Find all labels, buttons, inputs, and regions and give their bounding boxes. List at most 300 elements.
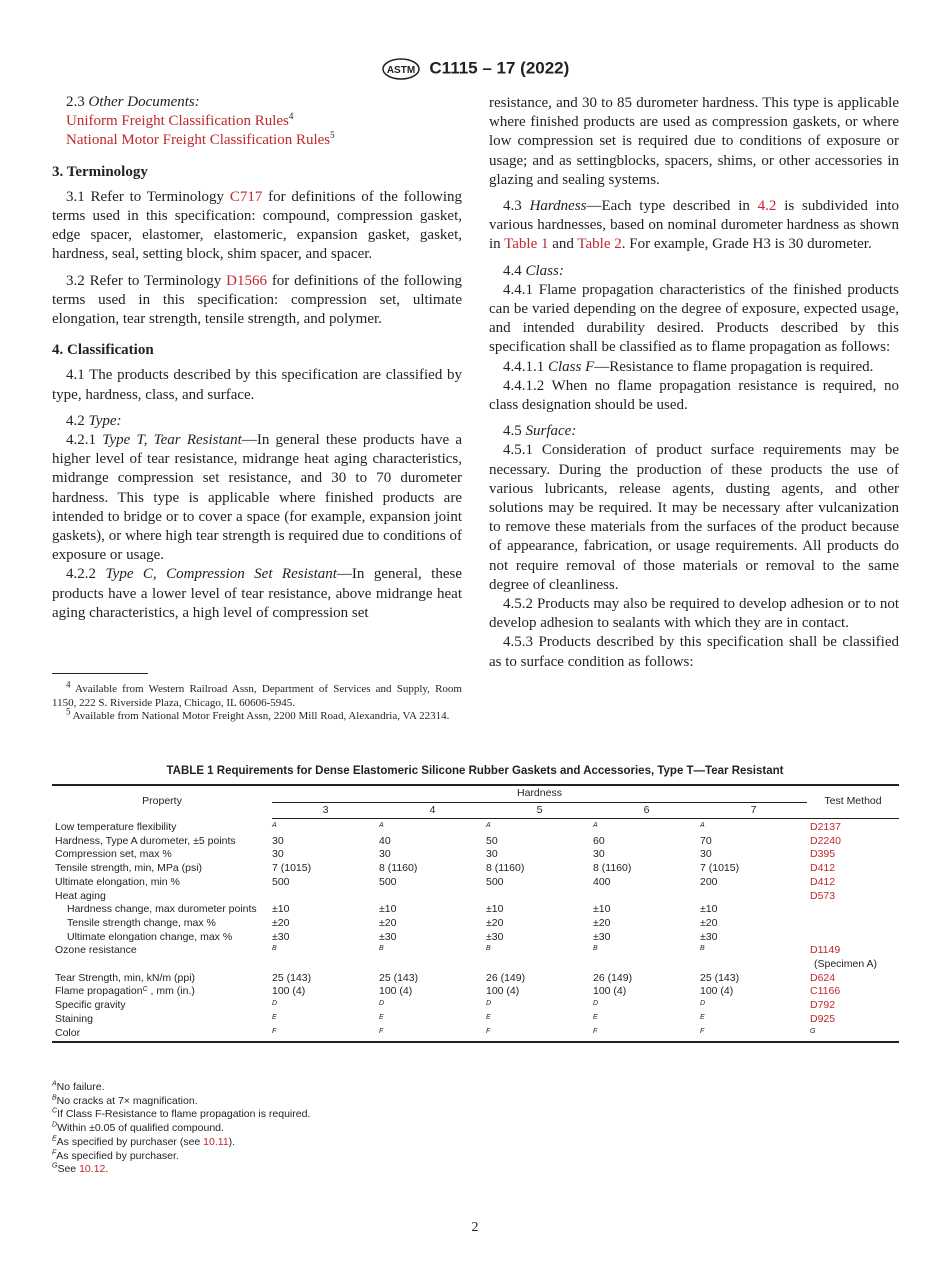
value: ±10 xyxy=(593,903,611,916)
property-label: Tensile strength, min, MPa (psi) xyxy=(55,862,203,875)
text: 4.2.2 xyxy=(66,566,106,583)
footnote-marker: D xyxy=(272,1000,278,1008)
value: ±30 xyxy=(593,930,611,943)
footnote-marker: 4 xyxy=(288,111,294,122)
test-method-cell xyxy=(807,972,899,986)
test-method-link[interactable]: D395 xyxy=(810,848,836,861)
value: ±30 xyxy=(700,930,718,943)
table-footnote xyxy=(52,1095,310,1109)
property-label-suffix: , mm (in.) xyxy=(147,985,195,998)
reference-link[interactable]: C717 xyxy=(229,188,263,205)
text: 3.1 Refer to Terminology xyxy=(66,188,230,205)
value: ±10 xyxy=(272,903,290,916)
reference-link[interactable]: Table 1 xyxy=(504,236,549,253)
value-cell xyxy=(272,931,379,945)
value: 100 (4) xyxy=(593,985,627,998)
footnote-marker: A xyxy=(272,822,277,829)
paragraph xyxy=(489,358,899,377)
text: for definitions of the following terms used in this specification: compression set, ultimate elongation, tear strength, tensile strength, and polymer. xyxy=(52,272,462,328)
footnote-marker: A xyxy=(700,822,705,829)
value-cell xyxy=(486,972,593,986)
property-label: Staining xyxy=(55,1012,93,1025)
value-cell xyxy=(593,1013,700,1027)
text: 4.5.2 Products may also be required to develop adhesion or to not develop adhesion to sealants with which they are in contact. xyxy=(489,596,899,632)
footnote-marker: F xyxy=(52,1149,57,1157)
text: 4.2.1 xyxy=(66,432,103,449)
paragraph xyxy=(489,633,899,671)
value: ±20 xyxy=(379,916,397,929)
value-cell xyxy=(700,890,807,904)
table-row xyxy=(52,903,899,917)
value-cell xyxy=(700,848,807,862)
header-property: Property xyxy=(52,785,272,819)
value: 100 (4) xyxy=(700,985,734,998)
property-cell xyxy=(52,903,272,917)
value: 25 (143) xyxy=(379,971,419,984)
value-cell xyxy=(700,944,807,971)
reference-link[interactable]: Uniform Freight Classification Rules xyxy=(66,113,289,130)
value-cell xyxy=(272,972,379,986)
value-cell xyxy=(486,944,593,971)
italic-text: Class: xyxy=(525,262,564,279)
value: 500 xyxy=(272,875,290,888)
table-footnote xyxy=(52,1163,310,1177)
value-cell xyxy=(379,890,486,904)
paragraph xyxy=(489,197,899,255)
property-label: Ultimate elongation, min % xyxy=(55,875,180,888)
value: 30 xyxy=(272,834,284,847)
table-row xyxy=(52,1013,899,1027)
value: 500 xyxy=(486,875,504,888)
footnote-divider xyxy=(52,673,148,674)
property-label: Hardness change, max durometer points xyxy=(67,903,257,916)
astm-logo-icon xyxy=(381,57,421,81)
test-method-link[interactable]: D412 xyxy=(810,862,836,875)
footnote-marker: G xyxy=(52,1162,58,1170)
value: 26 (149) xyxy=(486,971,526,984)
value-cell xyxy=(379,972,486,986)
footnote-marker: B xyxy=(272,945,277,953)
table-footnote xyxy=(52,1150,310,1164)
footnote-text: As specified by purchaser (see xyxy=(56,1135,204,1148)
value-cell xyxy=(486,985,593,999)
property-cell xyxy=(52,1013,272,1027)
value: 30 xyxy=(593,848,605,861)
right-column xyxy=(489,94,899,672)
test-method-link[interactable]: C1166 xyxy=(810,985,841,998)
footnote-marker: A xyxy=(486,822,491,829)
paragraph xyxy=(52,412,462,431)
property-cell xyxy=(52,972,272,986)
value: 100 (4) xyxy=(486,985,520,998)
footnote-marker: 5 xyxy=(66,706,71,717)
footnote-text: Within ±0.05 of qualified compound. xyxy=(57,1122,224,1135)
value-cell xyxy=(272,876,379,890)
value-cell xyxy=(700,1027,807,1043)
value: ±30 xyxy=(272,930,290,943)
footnote-marker: B xyxy=(52,1094,57,1102)
value: 70 xyxy=(700,834,712,847)
test-method-cell xyxy=(807,848,899,862)
value: 7 (1015) xyxy=(700,862,740,875)
footnote-marker: B xyxy=(593,945,598,953)
value-cell xyxy=(593,876,700,890)
table-row xyxy=(52,890,899,904)
property-label: Ultimate elongation change, max % xyxy=(67,930,233,943)
section-heading xyxy=(52,163,462,182)
requirements-table xyxy=(52,784,899,1043)
footnote-marker: B xyxy=(700,945,705,953)
value-cell xyxy=(486,903,593,917)
value-cell xyxy=(379,931,486,945)
footnote-marker: A xyxy=(379,822,384,829)
footnote-text: . xyxy=(105,1163,109,1176)
value-cell xyxy=(700,985,807,999)
test-method-link[interactable]: D925 xyxy=(810,1012,836,1025)
value-cell xyxy=(486,1013,593,1027)
header-grade-5: 5 xyxy=(486,803,593,819)
value-cell xyxy=(272,835,379,849)
property-cell xyxy=(52,985,272,999)
value-cell xyxy=(486,819,593,835)
value: 200 xyxy=(700,875,718,888)
paragraph xyxy=(52,431,462,565)
value-cell xyxy=(700,876,807,890)
paragraph xyxy=(52,131,462,150)
footnote-marker: D xyxy=(593,1000,599,1008)
text: 2.3 xyxy=(66,94,89,110)
footnote-marker: E xyxy=(700,1013,705,1021)
reference-link[interactable]: 4.2 xyxy=(757,198,777,215)
value-cell xyxy=(272,890,379,904)
footnote-marker: B xyxy=(486,945,491,953)
value: 30 xyxy=(379,848,391,861)
property-label: Low temperature flexibility xyxy=(55,820,177,833)
value-cell xyxy=(379,917,486,931)
text: 4.4.1.2 When no flame propagation resistance is required, no class designation should be used. xyxy=(489,377,899,414)
test-method-link[interactable]: D792 xyxy=(810,999,836,1012)
property-cell xyxy=(52,848,272,862)
reference-link[interactable]: 10.11 xyxy=(203,1135,229,1148)
value: 400 xyxy=(593,875,611,888)
test-method-cell xyxy=(807,835,899,849)
footnote-marker: C xyxy=(52,1107,58,1115)
value-cell xyxy=(593,903,700,917)
value-cell xyxy=(486,876,593,890)
table-row xyxy=(52,931,899,945)
text: 4.5.1 Consideration of product surface requirements may be necessary. During the production of these products the use of various lubricants, release agents, dusting agents, and other solutions may be required. It may be necessary after vulcanization to remove these materials from the surfaces of the product because of appearance, fabrication, or usage requirements. All products do not require removal of those materials or removal to the same degree of cleanliness. xyxy=(489,442,899,593)
property-label: Compression set, max % xyxy=(55,848,172,861)
table-row xyxy=(52,835,899,849)
text: 4.4.1.1 xyxy=(503,358,548,375)
value-cell xyxy=(700,819,807,835)
value-cell xyxy=(486,848,593,862)
footnote-marker: F xyxy=(272,1027,277,1035)
reference-link[interactable]: National Motor Freight Classification Rules xyxy=(66,132,331,149)
footnote-text: As specified by purchaser. xyxy=(56,1149,179,1162)
value: 500 xyxy=(379,875,397,888)
property-label: Color xyxy=(55,1026,81,1039)
value-cell xyxy=(593,819,700,835)
property-label: Heat aging xyxy=(55,889,106,902)
text: —Each type described in xyxy=(586,198,758,215)
test-method-cell xyxy=(807,1013,899,1027)
property-cell xyxy=(52,890,272,904)
property-cell xyxy=(52,1027,272,1043)
test-method-cell xyxy=(807,985,899,999)
value-cell xyxy=(486,999,593,1013)
value-cell xyxy=(593,972,700,986)
property-label: Tear Strength, min, kN/m (ppi) xyxy=(55,971,196,984)
footnote-marker: C xyxy=(142,986,148,994)
value-cell xyxy=(593,835,700,849)
footnote-marker: F xyxy=(700,1027,705,1035)
text: Available from National Motor Freight Assn, 2200 Mill Road, Alexandria, VA 22314. xyxy=(70,710,450,722)
italic-text: Type: xyxy=(88,412,122,429)
footnotes xyxy=(52,679,462,724)
value: 25 (143) xyxy=(700,971,740,984)
paragraph xyxy=(489,595,899,633)
property-cell xyxy=(52,862,272,876)
value: 25 (143) xyxy=(272,971,312,984)
property-label: Hardness, Type A durometer, ±5 points xyxy=(55,834,236,847)
property-cell xyxy=(52,819,272,835)
svg-text:ASTM: ASTM xyxy=(386,65,415,76)
table-row xyxy=(52,999,899,1013)
paragraph xyxy=(52,112,462,131)
value: ±20 xyxy=(486,916,504,929)
value: 8 (1160) xyxy=(379,862,418,875)
table-row xyxy=(52,1027,899,1043)
footnote-marker: D xyxy=(52,1121,58,1129)
text: 4.4 xyxy=(503,262,526,279)
footnote-marker: D xyxy=(486,1000,492,1008)
value-cell xyxy=(700,972,807,986)
test-method-cell xyxy=(807,1027,899,1043)
property-cell xyxy=(52,876,272,890)
value-cell xyxy=(700,999,807,1013)
value-cell xyxy=(593,890,700,904)
value-cell xyxy=(593,944,700,971)
value: 30 xyxy=(486,848,498,861)
table-row xyxy=(52,944,899,971)
footnote-text: See xyxy=(57,1163,80,1176)
footnote-marker: E xyxy=(593,1013,598,1021)
value: ±10 xyxy=(379,903,397,916)
value: ±20 xyxy=(700,916,718,929)
value-cell xyxy=(593,1027,700,1043)
footnote-text: ). xyxy=(228,1135,236,1148)
value-cell xyxy=(272,944,379,971)
value: 30 xyxy=(700,848,712,861)
value-cell xyxy=(700,1013,807,1027)
footnote-marker: E xyxy=(486,1013,491,1021)
value-cell xyxy=(486,917,593,931)
paragraph xyxy=(52,706,462,724)
header-grade-7: 7 xyxy=(700,803,807,819)
property-label: Ozone resistance xyxy=(55,944,137,957)
value-cell xyxy=(486,931,593,945)
value: 100 (4) xyxy=(272,985,306,998)
value-cell xyxy=(379,903,486,917)
reference-link[interactable]: D1566 xyxy=(226,272,267,289)
value: 8 (1160) xyxy=(486,862,525,875)
footnote-marker: D xyxy=(379,1000,385,1008)
value-cell xyxy=(593,848,700,862)
text: and xyxy=(548,236,578,253)
property-cell xyxy=(52,944,272,971)
header-test-method: Test Method xyxy=(807,785,899,819)
table-footnote xyxy=(52,1122,310,1136)
value-cell xyxy=(700,835,807,849)
value: 8 (1160) xyxy=(593,862,632,875)
value: 40 xyxy=(379,834,391,847)
text: 4.3 xyxy=(503,198,530,215)
reference-link[interactable]: Table 2 xyxy=(577,236,622,253)
header-grade-4: 4 xyxy=(379,803,486,819)
document-designation: C1115 – 17 (2022) xyxy=(429,58,570,78)
table-row xyxy=(52,917,899,931)
value-cell xyxy=(593,985,700,999)
value-cell xyxy=(700,917,807,931)
value-cell xyxy=(272,819,379,835)
text: for definitions of the following terms used in this specification: compound, compression gasket, edge spacer, elastomer, elastomeric, expansion gasket, gasket, hardness, seal, setting block, shim spacer, and spacer. xyxy=(52,188,462,263)
property-cell xyxy=(52,999,272,1013)
italic-text: Class F xyxy=(548,358,595,375)
value-cell xyxy=(272,1027,379,1043)
paragraph xyxy=(489,94,899,190)
property-cell xyxy=(52,931,272,945)
footnote-marker: E xyxy=(52,1135,57,1143)
footnote-marker: A xyxy=(593,822,598,829)
text: —In general these products have a higher level of tear resistance, midrange heat aging characteristics, midrange compression set resistance, and 30 to 70 durometer hardness. This type is applicable where finished products are intended to bridge or to cover a space (for example, expansion joint gaskets), or where high tear strength is required due to conditions of exposure or usage. xyxy=(52,432,462,564)
text: 3. Terminology xyxy=(52,163,148,180)
paragraph xyxy=(489,441,899,595)
text: —Resistance to flame propagation is required. xyxy=(594,358,874,375)
value-cell xyxy=(593,931,700,945)
paragraph xyxy=(489,422,899,441)
value: 50 xyxy=(486,834,498,847)
value-cell xyxy=(272,903,379,917)
header-grade-6: 6 xyxy=(593,803,700,819)
property-label: Tensile strength change, max % xyxy=(67,916,216,929)
table-footnotes xyxy=(52,1081,310,1177)
value-cell xyxy=(593,999,700,1013)
value: 26 (149) xyxy=(593,971,633,984)
value: ±20 xyxy=(593,916,611,929)
value: 30 xyxy=(272,848,284,861)
text: 4.1 The products described by this specification are classified by type, hardness, class, and surface. xyxy=(52,367,462,403)
test-method-link[interactable]: D2137 xyxy=(810,821,841,833)
paragraph xyxy=(489,377,899,415)
footnote-text: If Class F-Resistance to flame propagation is required. xyxy=(57,1108,311,1121)
table-footnote xyxy=(52,1136,310,1150)
table-row xyxy=(52,819,899,835)
value-cell xyxy=(593,917,700,931)
table-row xyxy=(52,862,899,876)
italic-text: Type C, Compression Set Resistant xyxy=(105,566,337,583)
value-cell xyxy=(379,999,486,1013)
value: 60 xyxy=(593,834,605,847)
footnote-marker: F xyxy=(379,1027,384,1035)
paragraph xyxy=(52,366,462,404)
test-method-cell xyxy=(807,917,899,931)
text: 4.5.3 Products described by this specification shall be classified as to surface condition as follows: xyxy=(489,634,899,670)
paragraph xyxy=(52,679,462,710)
value-cell xyxy=(486,1027,593,1043)
test-method-cell xyxy=(807,944,899,971)
italic-text: Hardness xyxy=(529,198,587,215)
value-cell xyxy=(700,903,807,917)
test-method-cell xyxy=(807,999,899,1013)
test-method-link[interactable]: D412 xyxy=(810,875,836,888)
table-row xyxy=(52,972,899,986)
table-row xyxy=(52,985,899,999)
paragraph xyxy=(489,262,899,281)
test-method-cell xyxy=(807,819,899,835)
value-cell xyxy=(700,862,807,876)
text: 4.5 xyxy=(503,423,526,440)
footnote-marker: 5 xyxy=(330,130,335,141)
text: 4.2 xyxy=(66,412,89,429)
value-cell xyxy=(379,1013,486,1027)
value-cell xyxy=(700,931,807,945)
text: —In general, these products have a lower level of tear resistance, above midrange heat aging characteristics, a high level of compression set xyxy=(52,566,462,621)
value-cell xyxy=(486,890,593,904)
page-number: 2 xyxy=(471,1220,479,1235)
value-cell xyxy=(272,917,379,931)
value-cell xyxy=(486,862,593,876)
footnote-marker: F xyxy=(593,1027,598,1035)
page-header xyxy=(0,57,950,81)
test-method-cell xyxy=(807,890,899,904)
table-footnote xyxy=(52,1081,310,1095)
test-method-link[interactable]: D624 xyxy=(810,971,836,984)
test-method-link[interactable]: D1149 xyxy=(810,944,841,957)
value-cell xyxy=(379,944,486,971)
section-heading xyxy=(52,341,462,360)
table-title: TABLE 1 Requirements for Dense Elastomeric Silicone Rubber Gaskets and Accessories, Type T—Tear Resistant xyxy=(166,765,784,777)
test-method-link[interactable]: D573 xyxy=(810,889,836,902)
value: ±20 xyxy=(272,916,290,929)
footnote-marker: G xyxy=(810,1027,816,1035)
paragraph xyxy=(52,93,462,112)
value-cell xyxy=(379,1027,486,1043)
test-method-link[interactable]: D2240 xyxy=(810,834,841,847)
footnote-text: No cracks at 7× magnification. xyxy=(56,1094,198,1107)
value-cell xyxy=(379,835,486,849)
footnote-marker: E xyxy=(379,1013,384,1021)
test-method-cell xyxy=(807,931,899,945)
left-column xyxy=(52,93,462,623)
value-cell xyxy=(379,862,486,876)
value: ±30 xyxy=(379,930,397,943)
value: ±10 xyxy=(486,903,504,916)
test-method-cell xyxy=(807,862,899,876)
value-cell xyxy=(272,862,379,876)
reference-link[interactable]: 10.12 xyxy=(79,1163,106,1176)
value-cell xyxy=(379,876,486,890)
paragraph xyxy=(52,188,462,265)
footnote-marker: A xyxy=(52,1080,57,1088)
footnote-marker: D xyxy=(700,1000,706,1008)
value: ±10 xyxy=(700,903,718,916)
italic-text: Type T, Tear Resistant xyxy=(102,432,242,449)
text: Available from Western Railroad Assn, Department of Services and Supply, Room 1150, 222 S. Riverside Plaza, Chicago, IL 60606-5945. xyxy=(52,683,462,709)
test-method-cell xyxy=(807,876,899,890)
footnote-marker: 4 xyxy=(66,679,71,690)
value-cell xyxy=(272,985,379,999)
